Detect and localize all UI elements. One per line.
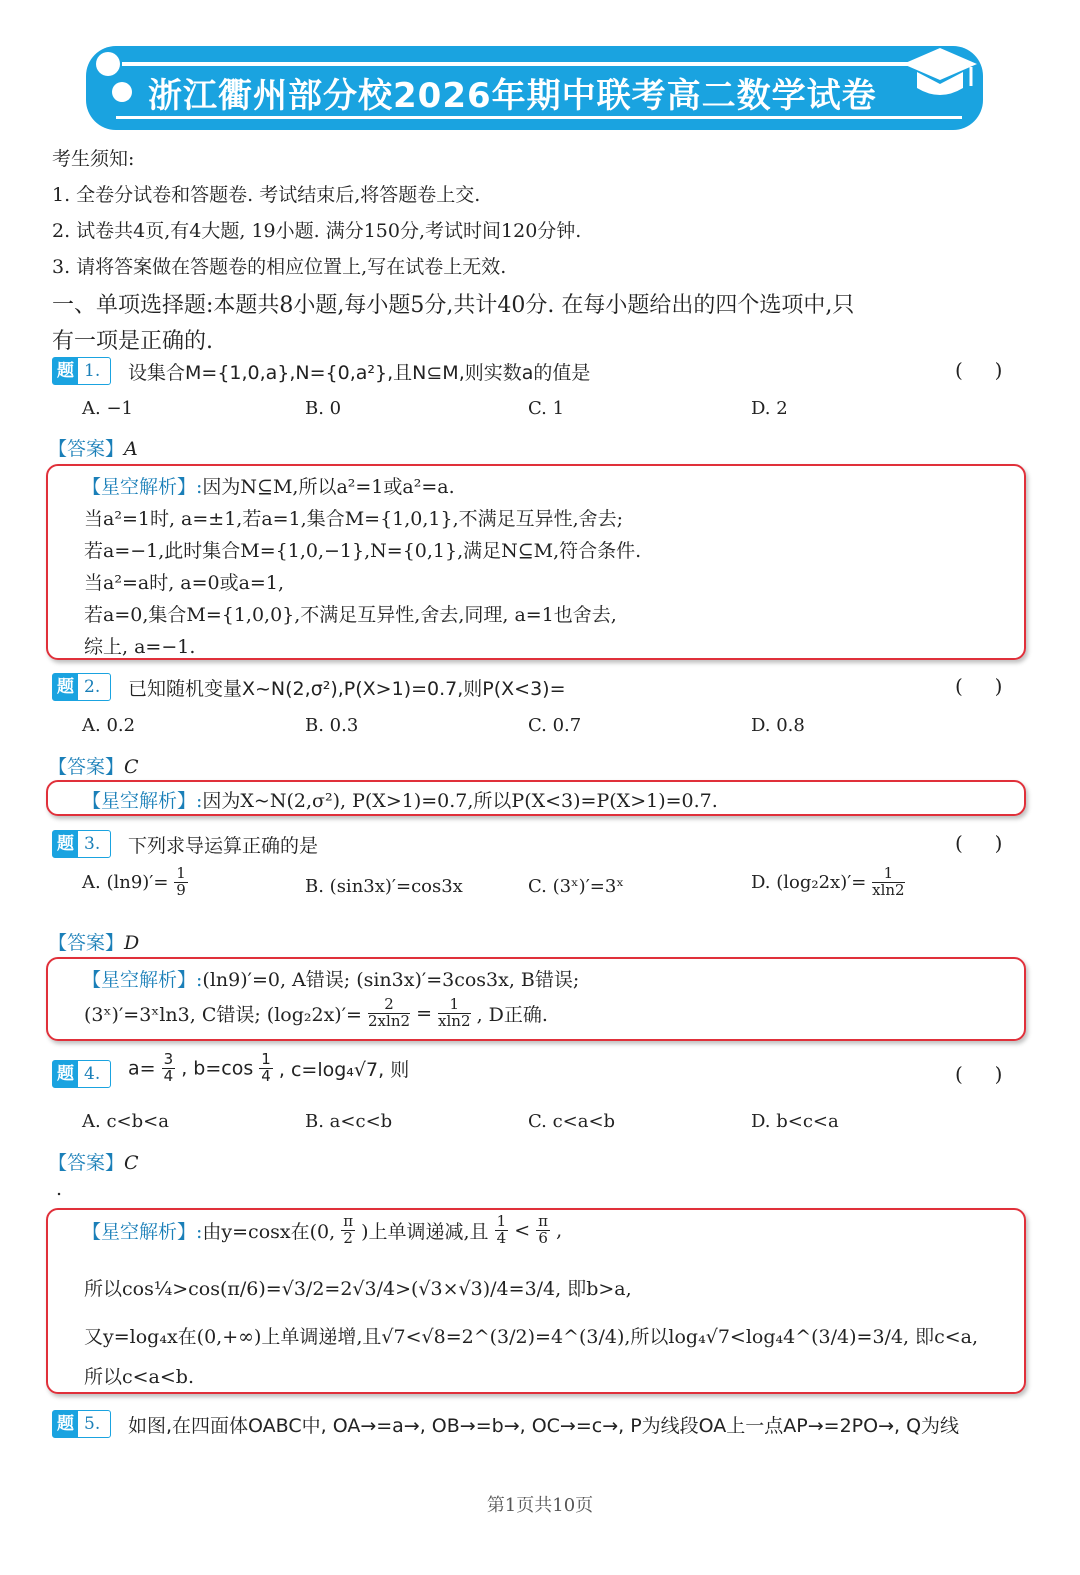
banner-line — [122, 62, 952, 66]
q4-option-c: C. c<a<b — [528, 1111, 616, 1132]
q2-option-d: D. 0.8 — [751, 715, 805, 736]
q3-option-c: C. (3ˣ)′=3ˣ — [528, 876, 624, 897]
answer-paren: ( ) — [955, 1062, 1003, 1086]
notice-item-1: 1. 全卷分试卷和答题卷. 考试结束后,将答题卷上交. — [52, 184, 481, 206]
question-2-stem: 已知随机变量X~N(2,σ²),P(X>1)=0.7,则P(X<3)= — [128, 678, 566, 700]
page-number: 第1页共10页 — [486, 1495, 594, 1516]
q1-option-c: C. 1 — [528, 398, 565, 419]
answer-paren: ( ) — [955, 358, 1003, 382]
q3-answer: 【答案】D — [48, 932, 140, 954]
notice-item-3: 3. 请将答案做在答题卷的相应位置上,写在试卷上无效. — [52, 256, 507, 278]
notice-item-2: 2. 试卷共4页,有4大题, 19小题. 满分150分,考试时间120分钟. — [52, 220, 582, 242]
q1-analysis-box: 【星空解析】:因为N⊆M,所以a²=1或a²=a. 当a²=1时, a=±1,若a=1,集合M={1,0,1},不满足互异性,舍去; 若a=−1,此时集合M={1,0,−1},N={0,1},满足N⊆M,符合条件. 当a²=a时, a=0或a=1, 若a=0,集合M={1,0,0},不满足互异性,舍去,同理, a=1也舍去, 综上, a=−1. — [46, 464, 1026, 660]
q1-answer: 【答案】A — [48, 438, 138, 460]
question-tag-3: 题 3. — [52, 830, 111, 858]
q1-option-b: B. 0 — [305, 398, 342, 419]
section-heading: 一、单项选择题:本题共8小题,每小题5分,共计40分. 在每小题给出的四个选项中,只 — [52, 293, 855, 318]
question-3-stem: 下列求导运算正确的是 — [128, 835, 319, 857]
q4-analysis-box: 【星空解析】:由y=cosx在(0, $\frac{\pi}{2}$ )上单调递减,且 $\frac{1}{4}$ < $\frac{\pi}{6}$ , 所以cos¼>cos(π/6)=√3/2=2√3/4>(√3×√3)/4=3/4, 即b>a, 又y=log₄x在(0,+∞)上单调递增,且√7<√8=2^(3/2)=4^(3/4),所以log₄√7<log₄4^(3/4)=3/4, 即c<a, 所以c<a<b. — [46, 1208, 1026, 1394]
q3-option-d: D. (log₂2x)′= $\frac{1}{xln2}$ — [751, 864, 905, 899]
q2-analysis-box: 【星空解析】:因为X~N(2,σ²), P(X>1)=0.7,所以P(X<3)=P(X>1)=0.7. — [46, 780, 1026, 816]
q2-option-b: B. 0.3 — [305, 715, 359, 736]
q4-option-b: B. a<c<b — [305, 1111, 393, 1132]
question-tag-2: 题 2. — [52, 673, 111, 701]
graduation-cap-icon — [901, 42, 979, 110]
q4-option-a: A. c<b<a — [82, 1111, 169, 1132]
q2-option-c: C. 0.7 — [528, 715, 582, 736]
q3-analysis-box: 【星空解析】:(ln9)′=0, A错误; (sin3x)′=3cos3x, B错误; (3ˣ)′=3ˣln3, C错误; (log₂2x)′= $\frac{2}{2xln2}$ = $\frac{1}{xln2}$ , D正确. — [46, 957, 1026, 1041]
q3-option-a: A. (ln9)′= $\frac{1}{9}$ — [82, 864, 186, 899]
banner-dot-icon — [96, 52, 120, 76]
notice-heading: 考生须知: — [52, 148, 135, 170]
bullet-dot-icon — [112, 82, 132, 102]
q1-option-a: A. −1 — [82, 398, 133, 419]
q1-option-d: D. 2 — [751, 398, 788, 419]
answer-paren: ( ) — [955, 831, 1003, 855]
q3-option-b: B. (sin3x)′=cos3x — [305, 876, 463, 897]
page-title: 浙江衢州部分校2026年期中联考高二数学试卷 — [148, 76, 877, 116]
q4-answer: 【答案】C — [48, 1152, 139, 1174]
question-1-stem: 设集合M={1,0,a},N={0,a²},且N⊆M,则实数a的值是 — [128, 362, 591, 384]
question-5-stem: 如图,在四面体OABC中, OA→=a→, OB→=b→, OC→=c→, P为线段OA上一点AP→=2PO→, Q为线 — [128, 1415, 960, 1437]
question-4-stem: a= $\frac{3}{4}$ , b=cos $\frac{1}{4}$ , c=log₄√7, 则 — [128, 1050, 410, 1085]
q4-option-d: D. b<c<a — [751, 1111, 839, 1132]
question-tag-4: 题 4. — [52, 1060, 111, 1088]
answer-paren: ( ) — [955, 674, 1003, 698]
question-tag-5: 题 5. — [52, 1410, 111, 1438]
question-tag-1: 题 1. — [52, 357, 111, 385]
title-banner — [86, 46, 983, 130]
section-heading-cont: 有一项是正确的. — [52, 329, 213, 354]
q2-answer: 【答案】C — [48, 756, 139, 778]
q2-option-a: A. 0.2 — [82, 715, 136, 736]
stray-dot: . — [56, 1178, 63, 1200]
